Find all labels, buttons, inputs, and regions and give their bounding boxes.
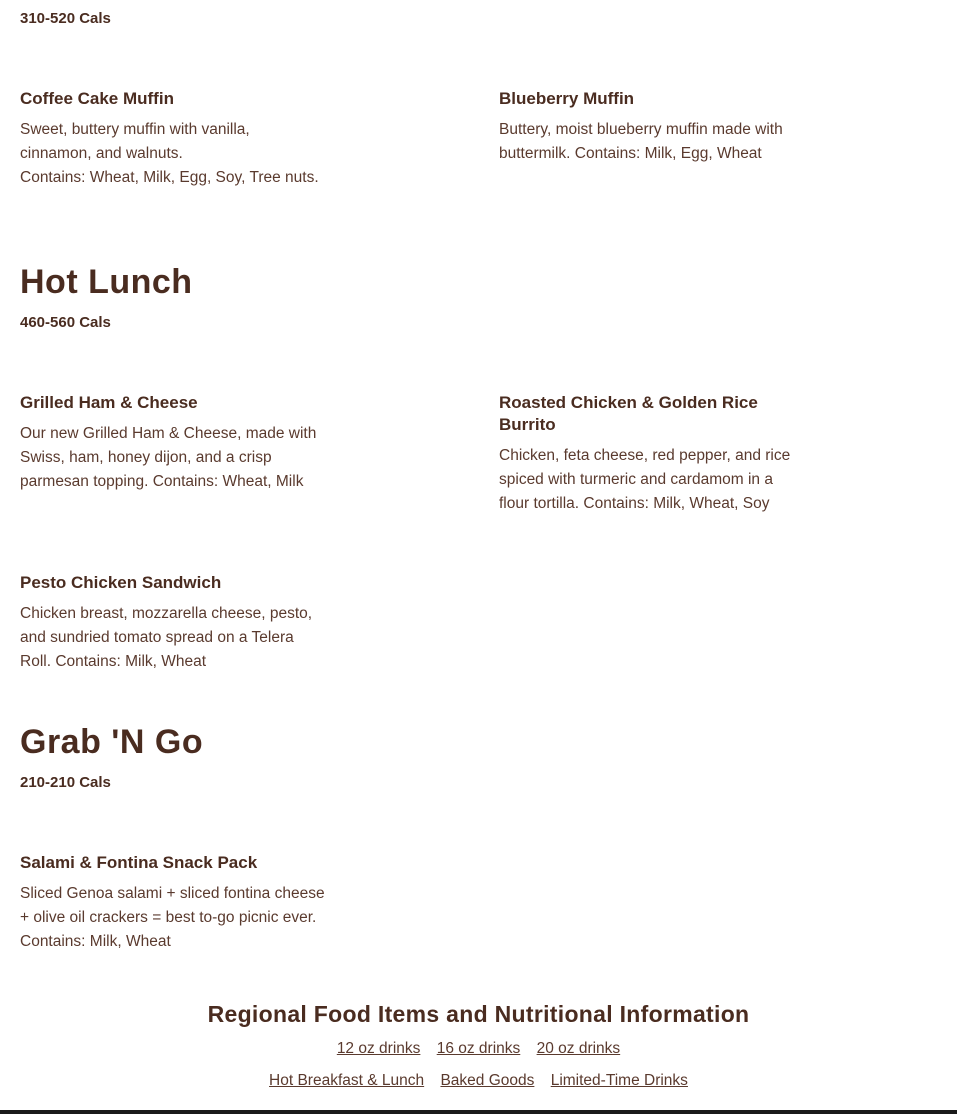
- item-description: Chicken breast, mozzarella cheese, pesto, and sundried tomato spread on a Telera Roll. Contains: Milk, Wheat: [20, 605, 313, 670]
- item-description: Buttery, moist blueberry muffin made with buttermilk. Contains: Milk, Egg, Wheat: [499, 121, 783, 162]
- item-name: Salami & Fontina Snack Pack: [20, 853, 258, 872]
- link-16-oz-drinks[interactable]: 16 oz drinks: [436, 1040, 521, 1057]
- item-name: Roasted Chicken & Golden Rice Burrito: [499, 393, 758, 434]
- item-name: Grilled Ham & Cheese: [20, 393, 198, 412]
- bottom-border: [0, 1110, 957, 1114]
- item-name: Pesto Chicken Sandwich: [20, 573, 222, 592]
- menu-item-pesto-chicken-sandwich[interactable]: [20, 572, 325, 674]
- item-description: Sweet, buttery muffin with vanilla, cinnamon, and walnuts.: [20, 121, 250, 162]
- menu-item-salami-fontina-snack-pack[interactable]: [20, 852, 325, 954]
- item-description: Chicken, feta cheese, red pepper, and rice spiced with turmeric and cardamom in a flour tortilla. Contains: Milk, Wheat, Soy: [499, 447, 791, 512]
- link-baked-goods[interactable]: Baked Goods: [440, 1072, 535, 1089]
- item-description: Sliced Genoa salami + sliced fontina cheese + olive oil crackers = best to-go picnic ever. Contains: Milk, Wheat: [20, 885, 325, 950]
- menu-item-coffee-cake-muffin[interactable]: [20, 88, 325, 190]
- footer-title: Regional Food Items and Nutritional Information: [207, 1001, 750, 1027]
- item-name: Blueberry Muffin: [499, 89, 635, 108]
- link-hot-breakfast-lunch[interactable]: Hot Breakfast & Lunch: [269, 1072, 425, 1089]
- item-contains: Contains: Wheat, Milk, Egg, Soy, Tree nuts.: [20, 169, 319, 186]
- section-title-grab-n-go: Grab 'N Go: [20, 723, 204, 761]
- cals-range-hot-lunch: 460-560 Cals: [20, 314, 111, 331]
- menu-item-roasted-chicken-burrito[interactable]: [499, 392, 799, 516]
- menu-item-blueberry-muffin[interactable]: [499, 88, 799, 166]
- link-12-oz-drinks[interactable]: 12 oz drinks: [336, 1040, 421, 1057]
- cals-range-baked: 310-520 Cals: [20, 10, 111, 27]
- section-title-hot-lunch: Hot Lunch: [20, 263, 193, 301]
- item-name: Coffee Cake Muffin: [20, 89, 174, 108]
- item-description: Our new Grilled Ham & Cheese, made with Swiss, ham, honey dijon, and a crisp parmesan topping. Contains: Wheat, Milk: [20, 425, 317, 490]
- cals-range-grab-n-go: 210-210 Cals: [20, 774, 111, 791]
- link-limited-time-drinks[interactable]: Limited-Time Drinks: [550, 1072, 688, 1089]
- menu-item-grilled-ham-cheese[interactable]: [20, 392, 325, 494]
- link-20-oz-drinks[interactable]: 20 oz drinks: [536, 1040, 621, 1057]
- food-links-row: [0, 1072, 957, 1090]
- drink-links-row: [0, 1040, 957, 1058]
